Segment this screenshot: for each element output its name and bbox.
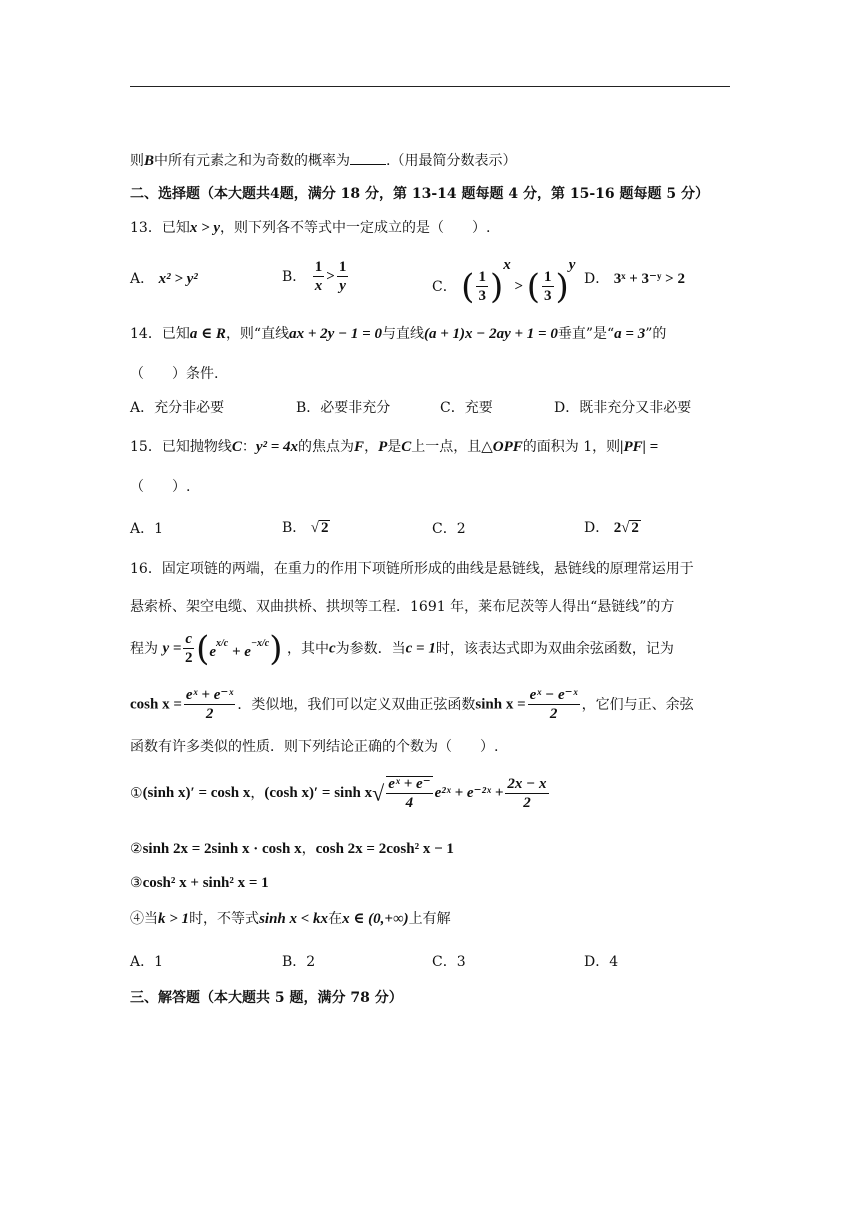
question-15-stem: 15．已知抛物线C：y² = 4x的焦点为F，P是C上一点，且△OPF的面积为 1，则|PF| = (130, 439, 659, 455)
q16-option-a: A．1 (130, 954, 164, 970)
q16-option-c: C．3 (432, 954, 466, 970)
q13-option-b: B． $\frac{1}{x}$ > $\frac{1}{y}$ (282, 259, 347, 294)
question-13-stem: 13．已知x > y，则下列各不等式中一定成立的是（ ）. (130, 220, 491, 236)
question-16-line2: 悬索桥、架空电缆、双曲拱桥、拱坝等工程．1691 年，莱布尼茨等人得出“悬链线”的方 (130, 599, 675, 615)
question-16-line5: 函数有许多类似的性质．则下列结论正确的个数为（ ）. (130, 739, 499, 755)
question-15-stem-line2: （ ）. (130, 479, 191, 495)
answer-blank (350, 152, 386, 165)
prev-question-tail: 则B中所有元素之和为奇数的概率为 .（用最简分数表示） (130, 153, 517, 169)
section-2-heading: 二、选择题（本大题共4题，满分 18 分，第 13-14 题每题 4 分，第 15-16 题每题 5 分） (130, 186, 709, 202)
q16-statement-4: ④当k > 1时，不等式sinh x < kx在x ∈ (0,+∞)上有解 (130, 911, 451, 927)
question-14-stem-line2: （ ）条件. (130, 366, 219, 382)
q16-option-b: B．2 (282, 954, 316, 970)
q14-option-b: B．必要非充分 (296, 400, 391, 416)
q16-option-d: D．4 (584, 954, 619, 970)
header-rule (130, 86, 730, 87)
q15-option-c: C．2 (432, 521, 466, 537)
q13-option-a: A． x² > y² (130, 271, 198, 287)
q14-option-a: A．充分非必要 (130, 400, 225, 416)
q15-option-b: B． √ 2 (282, 520, 329, 536)
section-3-heading: 三、解答题（本大题共 5 题，满分 78 分） (130, 990, 403, 1006)
q16-statement-2: ②sinh 2x = 2sinh x · cosh x，cosh 2x = 2cosh² x − 1 (130, 841, 454, 857)
q16-statement-1: ①(sinh x)′ = cosh x，(cosh x)′ = sinh x√ $\frac{\text{eˣ + e⁻}}{4}$ e²ˣ + e⁻²ˣ + $\frac{2x - x}{2}$ (130, 775, 547, 811)
question-16-line4: cosh x = $\frac{\text{eˣ + e⁻ˣ}}{2}$ ．类似地，我们可以定义双曲正弦函数sinh x = $\frac{\text{eˣ − e⁻ˣ}}{2}$ ，它们与正、余弦 (130, 687, 694, 722)
q15-option-a: A．1 (130, 521, 164, 537)
q14-option-c: C．充要 (440, 400, 493, 416)
question-14-stem: 14．已知a ∈ R，则“直线ax + 2y − 1 = 0与直线(a + 1)x − 2ay + 1 = 0垂直”是“a = 3”的 (130, 326, 667, 342)
q13-option-c: C． ( $\frac{1}{3}$ )$^x$ > ( $\frac{1}{3}$ )$^y$ (432, 257, 576, 307)
q14-option-d: D．既非充分又非必要 (554, 400, 692, 416)
question-16-line1: 16．固定项链的两端，在重力的作用下项链所形成的曲线是悬链线，悬链线的原理常运用于 (130, 561, 694, 577)
question-16-line3: 程为 y = $\frac{c}{2}$ $(e^{x/c} + e^{-x/c})$ ，其中c为参数．当c = 1时，该表达式即为双曲余弦函数，记为 (130, 629, 674, 669)
q16-statement-3: ③cosh² x + sinh² x = 1 (130, 875, 269, 891)
q15-option-d: D． 2√ 2 (584, 520, 639, 536)
q13-option-d: D． 3ˣ + 3⁻ʸ > 2 (584, 271, 685, 287)
